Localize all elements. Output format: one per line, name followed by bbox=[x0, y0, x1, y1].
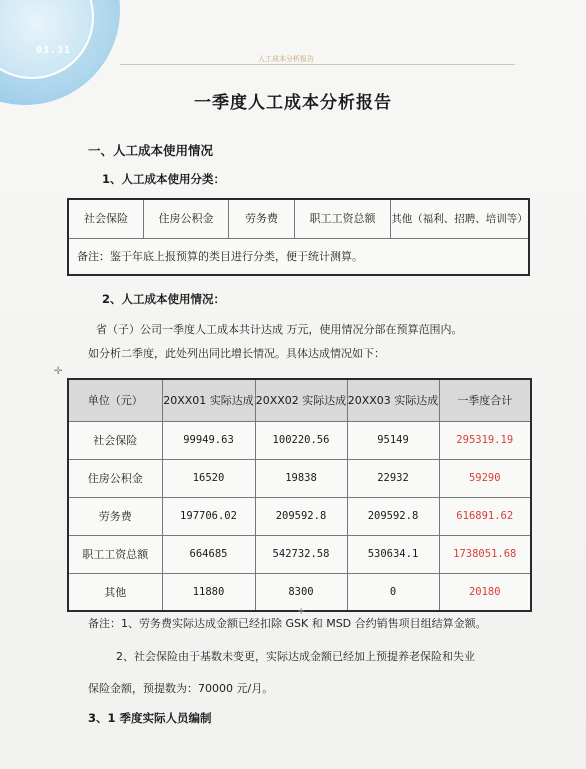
row-label: 劳务费 bbox=[68, 497, 162, 535]
row-label: 社会保险 bbox=[68, 421, 162, 459]
category-cell: 职工工资总额 bbox=[295, 200, 391, 238]
category-cell: 劳务费 bbox=[229, 200, 295, 238]
table-row bbox=[68, 497, 531, 535]
table-cell: 11880 bbox=[162, 573, 255, 611]
table-row bbox=[68, 421, 531, 459]
table-cell: 8300 bbox=[255, 573, 347, 611]
total-cell: 20180 bbox=[439, 573, 531, 611]
category-note: 备注：鉴于年底上报预算的类目进行分类，便于统计测算。 bbox=[77, 250, 363, 263]
table-cell: 197706.02 bbox=[162, 497, 255, 535]
row-label: 其他 bbox=[68, 573, 162, 611]
table-header-cell: 20XX01 实际达成 bbox=[162, 379, 255, 421]
table-header-cell: 20XX02 实际达成 bbox=[255, 379, 347, 421]
table-cell: 664685 bbox=[162, 535, 255, 573]
subsection-heading-1: 1、人工成本使用分类： bbox=[102, 172, 226, 186]
category-cell: 其他（福利、招聘、培训等） bbox=[391, 213, 528, 225]
table-cell: 95149 bbox=[347, 421, 439, 459]
table-header-cell: 单位（元） bbox=[68, 379, 162, 421]
table-cell: 530634.1 bbox=[347, 535, 439, 573]
table-cell: 99949.63 bbox=[162, 421, 255, 459]
section-heading-1: 一、人工成本使用情况 bbox=[88, 143, 214, 158]
subsection-heading-3: 3、1 季度实际人员编制 bbox=[88, 711, 212, 725]
table-cell: 542732.58 bbox=[255, 535, 347, 573]
move-handle-icon[interactable]: ✛ bbox=[54, 366, 63, 377]
footnote-2-line: 2、社会保险由于基数未变更，实际达成金额已经加上预提养老保险和失业 bbox=[116, 650, 475, 663]
total-cell: 616891.62 bbox=[439, 497, 531, 535]
row-label: 住房公积金 bbox=[68, 459, 162, 497]
table-cell: 100220.56 bbox=[255, 421, 347, 459]
total-cell: 1738051.68 bbox=[439, 535, 531, 573]
category-cell: 社会保险 bbox=[69, 200, 144, 238]
running-header: 人工成本分析报告 bbox=[258, 55, 314, 63]
category-cell: 住房公积金 bbox=[144, 200, 229, 238]
table-cell: 19838 bbox=[255, 459, 347, 497]
table-header-cell: 20XX03 实际达成 bbox=[347, 379, 439, 421]
table-row bbox=[68, 535, 531, 573]
intro-paragraph-line: 省（子）公司一季度人工成本共计达成 万元，使用情况分部在预算范围内。 bbox=[96, 323, 463, 336]
subsection-heading-2: 2、人工成本使用情况： bbox=[102, 292, 226, 306]
category-row bbox=[69, 200, 528, 239]
table-cell: 209592.8 bbox=[347, 497, 439, 535]
header-rule bbox=[120, 64, 515, 65]
table-cell: 16520 bbox=[162, 459, 255, 497]
cost-table bbox=[67, 378, 532, 612]
document-title: 一季度人工成本分析报告 bbox=[194, 93, 392, 113]
table-resize-icon[interactable]: + bbox=[297, 606, 306, 617]
total-cell: 295319.19 bbox=[439, 421, 531, 459]
total-cell: 59290 bbox=[439, 459, 531, 497]
table-cell: 0 bbox=[347, 573, 439, 611]
row-label: 职工工资总额 bbox=[68, 535, 162, 573]
table-header-cell: 一季度合计 bbox=[439, 379, 531, 421]
footnote-2-line: 保险金额，预提数为：70000 元/月。 bbox=[88, 682, 274, 695]
date-badge: 03.31 bbox=[36, 45, 72, 56]
table-header-row bbox=[68, 379, 531, 421]
intro-paragraph-line: 如分析二季度，此处列出同比增长情况。具体达成情况如下： bbox=[88, 347, 385, 360]
table-cell: 209592.8 bbox=[255, 497, 347, 535]
footnote-1: 备注：1、劳务费实际达成金额已经扣除 GSK 和 MSD 合约销售项目组结算金额。 bbox=[88, 617, 487, 630]
category-table bbox=[67, 198, 530, 276]
table-row bbox=[68, 459, 531, 497]
table-cell: 22932 bbox=[347, 459, 439, 497]
